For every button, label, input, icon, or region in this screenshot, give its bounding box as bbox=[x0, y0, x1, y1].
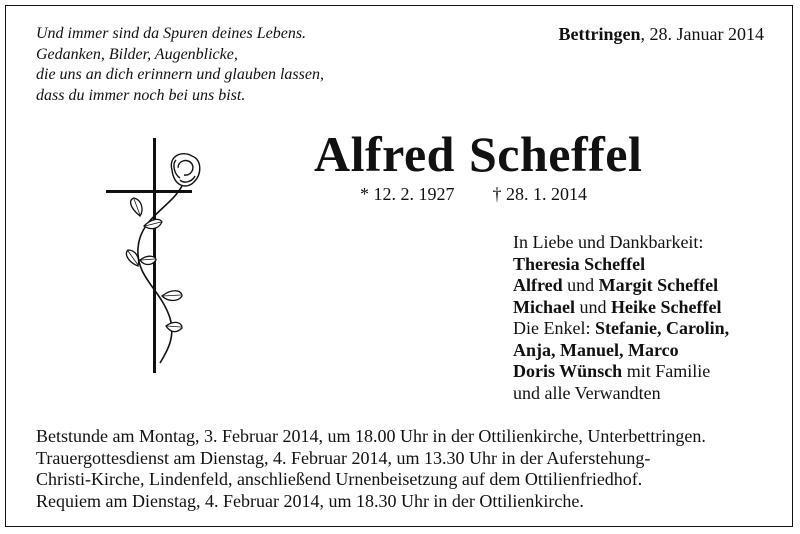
place-date bbox=[559, 24, 764, 45]
deceased-name bbox=[314, 124, 642, 184]
family-member: Michael und Heike Scheffel bbox=[513, 296, 722, 317]
poem-line: die uns an dich erinnern und glauben lassen, bbox=[36, 66, 324, 83]
poem-line: dass du immer noch bei uns bist. bbox=[36, 86, 246, 104]
service-line: Christi-Kirche, Lindenfeld, anschließend Urnenbeisetzung auf dem Ottilienfriedhof. bbox=[36, 469, 643, 489]
family-member: Doris Wünsch mit Familie bbox=[513, 361, 711, 381]
place: Bettringen bbox=[558, 24, 641, 44]
family-intro: In Liebe und Dankbarkeit: bbox=[513, 232, 704, 252]
service-line: Requiem am Dienstag, 4. Februar 2014, um 18.30 Uhr in der Ottilienkirche. bbox=[36, 490, 584, 511]
family-member: Theresia Scheffel bbox=[513, 253, 646, 274]
family-member: Alfred und Margit Scheffel bbox=[513, 275, 719, 295]
poem-line: Gedanken, Bilder, Augenblicke, bbox=[36, 45, 238, 63]
family-list bbox=[513, 232, 729, 404]
last-name: Scheffel bbox=[468, 126, 643, 182]
poem-line: Und immer sind da Spuren deines Lebens. bbox=[36, 25, 307, 42]
date: , 28. Januar 2014 bbox=[640, 24, 764, 44]
service-info bbox=[36, 426, 706, 512]
poem bbox=[36, 24, 324, 106]
family-member: und alle Verwandten bbox=[513, 382, 661, 403]
family-member: Anja, Manuel, Marco bbox=[513, 339, 679, 360]
cross-with-rose-icon bbox=[100, 138, 220, 378]
death-date: † 28. 1. 2014 bbox=[492, 184, 587, 204]
service-line: Betstunde am Montag, 3. Februar 2014, um 18.00 Uhr in der Ottilienkirche, Unterbettringen. bbox=[36, 426, 706, 446]
family-member: Die Enkel: Stefanie, Carolin, bbox=[513, 318, 730, 338]
first-name: Alfred bbox=[314, 126, 455, 182]
service-line: Trauergottesdienst am Dienstag, 4. Februar 2014, um 13.30 Uhr in der Auferstehung- bbox=[36, 447, 651, 468]
life-dates bbox=[360, 184, 587, 205]
birth-date: * 12. 2. 1927 bbox=[360, 184, 455, 204]
